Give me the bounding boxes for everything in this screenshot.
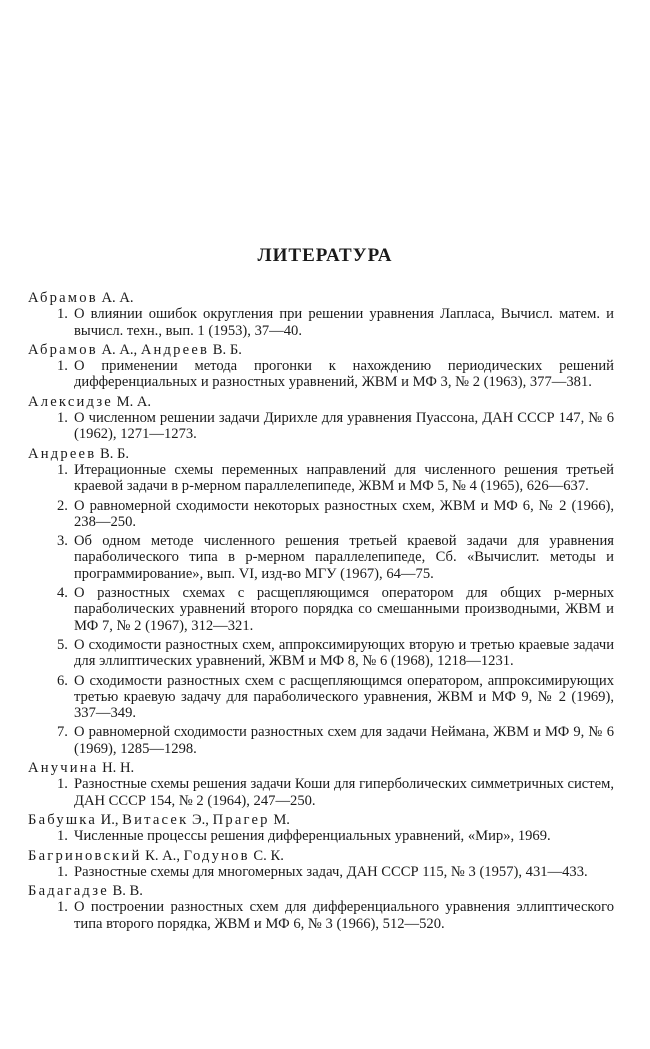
author-group xyxy=(28,290,614,339)
bibliography-entry xyxy=(28,673,614,722)
entry-text: О разностных схемах с расщепляющимся оператором для общих p-мерных параболических уравнений второго порядка со смешанными производными, ЖВМ и МФ 7, № 2 (1967), 312—321. xyxy=(74,585,614,634)
author-group xyxy=(28,883,614,932)
bibliography-entry xyxy=(28,899,614,932)
author-name: Анучина Н. Н. xyxy=(28,760,135,777)
entry-number: 4. xyxy=(57,585,68,602)
bibliography-entry xyxy=(28,462,614,495)
entry-text: О применении метода прогонки к нахождению периодических решений дифференциальных и разностных уравнений, ЖВМ и МФ 3, № 2 (1963), 377—381. xyxy=(74,358,614,391)
author-group xyxy=(28,812,614,845)
bibliography-entry xyxy=(28,724,614,757)
author-name: Абрамов А. А. xyxy=(28,290,134,306)
entry-text: О численном решении задачи Дирихле для уравнения Пуассона, ДАН СССР 147, № 6 (1962), 1271—1273. xyxy=(74,410,614,443)
author-name: Бабушка И., Витасек Э., Прагер М. xyxy=(28,811,290,828)
entry-number: 2. xyxy=(57,497,68,514)
entry-text: Разностные схемы решения задачи Коши для гиперболических симметричных систем, ДАН СССР 154, № 2 (1964), 247—250. xyxy=(74,776,614,809)
page-title: ЛИТЕРАТУРА xyxy=(257,245,393,266)
author-name: Алексидзе М. А. xyxy=(28,393,152,410)
author-name: Бадагадзе В. В. xyxy=(28,883,143,900)
entry-number: 1. xyxy=(57,306,68,323)
author-group xyxy=(28,394,614,443)
entry-number: 5. xyxy=(57,636,68,653)
bibliography-list xyxy=(28,289,614,935)
entry-number: 6. xyxy=(57,672,68,689)
entry-text: О сходимости разностных схем, аппроксимирующих вторую и третью краевые задачи для эллиптических уравнений, ЖВМ и МФ 8, № 6 (1968), 1218—1231. xyxy=(74,636,614,670)
entry-text: О равномерной сходимости некоторых разностных схем, ЖВМ и МФ 6, № 2 (1966), 238—250. xyxy=(74,497,614,530)
author-name: Багриновский К. А., Годунов С. К. xyxy=(28,847,284,864)
entry-number: 1. xyxy=(57,899,68,916)
bibliography-entry xyxy=(28,498,614,531)
entry-text: О влиянии ошибок округления при решении уравнения Лапласа, Вычисл. матем. и вычисл. техн., вып. 1 (1953), 37—40. xyxy=(74,306,614,339)
bibliography-entry xyxy=(28,585,614,634)
entry-text: Численные процессы решения дифференциальных уравнений, «Мир», 1969. xyxy=(74,828,551,845)
entry-text: Об одном методе численного решения третьей краевой задачи для уравнения параболического типа в p-мерном параллелепипеде, Сб. «Вычислит. методы и программирование», вып. VI, изд-во МГУ (1967), 64—75. xyxy=(74,533,614,582)
entry-text: Разностные схемы для многомерных задач, ДАН СССР 115, № 3 (1957), 431—433. xyxy=(74,863,588,880)
entry-number: 3. xyxy=(57,533,68,550)
bibliography-entry xyxy=(28,410,614,443)
bibliography-entry xyxy=(28,864,614,880)
author-name: Андреев В. Б. xyxy=(28,445,130,462)
author-group xyxy=(28,848,614,881)
entry-number: 1. xyxy=(57,461,68,478)
entry-number: 1. xyxy=(57,358,68,375)
bibliography-entry xyxy=(28,776,614,809)
entry-number: 1. xyxy=(57,410,68,427)
entry-number: 1. xyxy=(57,828,68,845)
entry-number: 1. xyxy=(57,776,68,793)
author-group xyxy=(28,760,614,809)
author-name: Абрамов А. А., Андреев В. Б. xyxy=(28,341,242,358)
author-group xyxy=(28,342,614,391)
bibliography-entry xyxy=(28,637,614,670)
entry-number: 7. xyxy=(57,724,68,741)
entry-number: 1. xyxy=(57,863,68,880)
entry-text: О построении разностных схем для дифференциального уравнения эллиптического типа второго порядка, ЖВМ и МФ 6, № 3 (1966), 512—520. xyxy=(74,899,614,932)
bibliography-entry xyxy=(28,358,614,391)
bibliography-entry xyxy=(28,828,614,844)
entry-text: О равномерной сходимости разностных схем для задачи Неймана, ЖВМ и МФ 9, № 6 (1969), 1285—1298. xyxy=(74,724,614,757)
bibliography-entry xyxy=(28,306,614,339)
entry-text: О сходимости разностных схем с расщепляющимся оператором, аппроксимирующих третью краевую задачу для параболического уравнения, ЖВМ и МФ 9, № 2 (1969), 337—349. xyxy=(74,672,614,722)
author-group xyxy=(28,446,614,757)
entry-text: Итерационные схемы переменных направлений для численного решения третьей краевой задачи в p-мерном параллелепипеде, ЖВМ и МФ 5, № 4 (1965), 626—637. xyxy=(74,461,614,495)
bibliography-entry xyxy=(28,533,614,582)
